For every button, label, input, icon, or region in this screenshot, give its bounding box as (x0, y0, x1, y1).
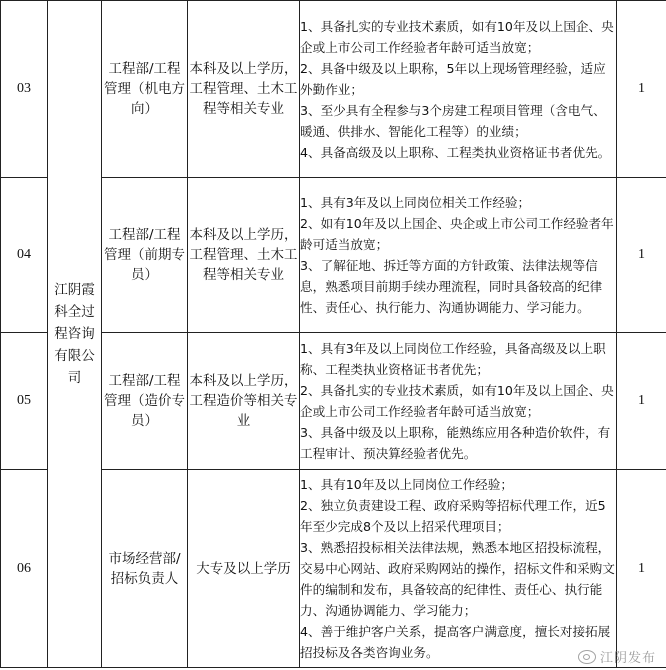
row-number: 06 (1, 470, 48, 668)
requirement-item: 3、至少具有全程参与3个房建工程项目管理（含电气、暖通、供排水、智能化工程等）的业绩； (300, 102, 606, 139)
headcount: 1 (617, 1, 666, 178)
requirement-item: 1、具有3年及以上同岗位工作经验，具备高级及以上职称、工程类执业资格证书者优先； (300, 341, 606, 377)
requirement-item: 2、具备中级及以上职称，5年以上现场管理经验，适应外勤作业； (300, 60, 606, 97)
requirement-item: 2、具备扎实的专业技术素质，如有10年及以上国企、央企或上市公司工作经验者年龄可适当放宽； (300, 383, 614, 419)
table-row (1, 1, 666, 178)
job-requirements (300, 333, 617, 470)
requirement-item: 1、具备扎实的专业技术素质，如有10年及以上国企、央企或上市公司工作经验者年龄可适当放宽； (300, 18, 614, 55)
company-name: 江阴霞科全过程咨询有限公司 (48, 1, 102, 668)
department-position: 工程部/工程管理（机电方向） (102, 1, 188, 178)
requirement-item: 2、独立负责建设工程、政府采购等招标代理工作，近5年至少完成8个及以上招采代理项目； (300, 498, 606, 534)
row-number: 03 (1, 1, 48, 178)
education-requirement: 本科及以上学历，工程管理、土木工程等相关专业 (188, 1, 300, 178)
requirement-item: 3、具备中级及以上职称，能熟练应用各种造价软件，有工程审计、预决算经验者优先。 (300, 425, 611, 461)
weibo-logo-icon (578, 650, 596, 664)
education-requirement: 本科及以上学历，工程管理、土木工程等相关专业 (188, 178, 300, 333)
department-position: 工程部/工程管理（前期专员） (102, 178, 188, 333)
headcount: 1 (617, 333, 666, 470)
requirement-item: 2、如有10年及以上国企、央企或上市公司工作经验者年龄可适当放宽； (300, 216, 614, 252)
department-position: 工程部/工程管理（造价专员） (102, 333, 188, 470)
watermark (578, 647, 656, 666)
requirement-item: 1、具有3年及以上同岗位相关工作经验； (300, 195, 531, 210)
watermark-text: 江阴发布 (599, 651, 656, 666)
job-requirements (300, 178, 617, 333)
education-requirement: 大专及以上学历 (188, 470, 300, 668)
job-requirements (300, 1, 617, 178)
headcount: 1 (617, 470, 666, 668)
requirement-item: 4、善于维护客户关系，提高客户满意度，擅长对接拓展招投标及各类咨询业务。 (300, 624, 611, 660)
education-requirement: 本科及以上学历，工程造价等相关专业 (188, 333, 300, 470)
headcount: 1 (617, 178, 666, 333)
requirement-item: 4、具备高级及以上职称、工程类执业资格证书者优先。 (300, 144, 611, 160)
department-position: 市场经营部/招标负责人 (102, 470, 188, 668)
requirement-item: 3、了解征地、拆迁等方面的方针政策、法律法规等信息，熟悉项目前期手续办理流程，同时具备较高的纪律性、责任心、执行能力、沟通协调能力、学习能力。 (300, 258, 603, 315)
requirement-item: 1、具有10年及以上同岗位工作经验； (300, 477, 513, 492)
requirement-item: 3、熟悉招投标相关法律法规，熟悉本地区招投标流程，交易中心网站、政府采购网站的操作，招标文件和采购文件的编制和发布，具备较高的纪律性、责任心、执行能力、沟通协调能力、学习能力； (300, 540, 615, 618)
job-requirements (300, 470, 617, 668)
row-number: 04 (1, 178, 48, 333)
row-number: 05 (1, 333, 48, 470)
